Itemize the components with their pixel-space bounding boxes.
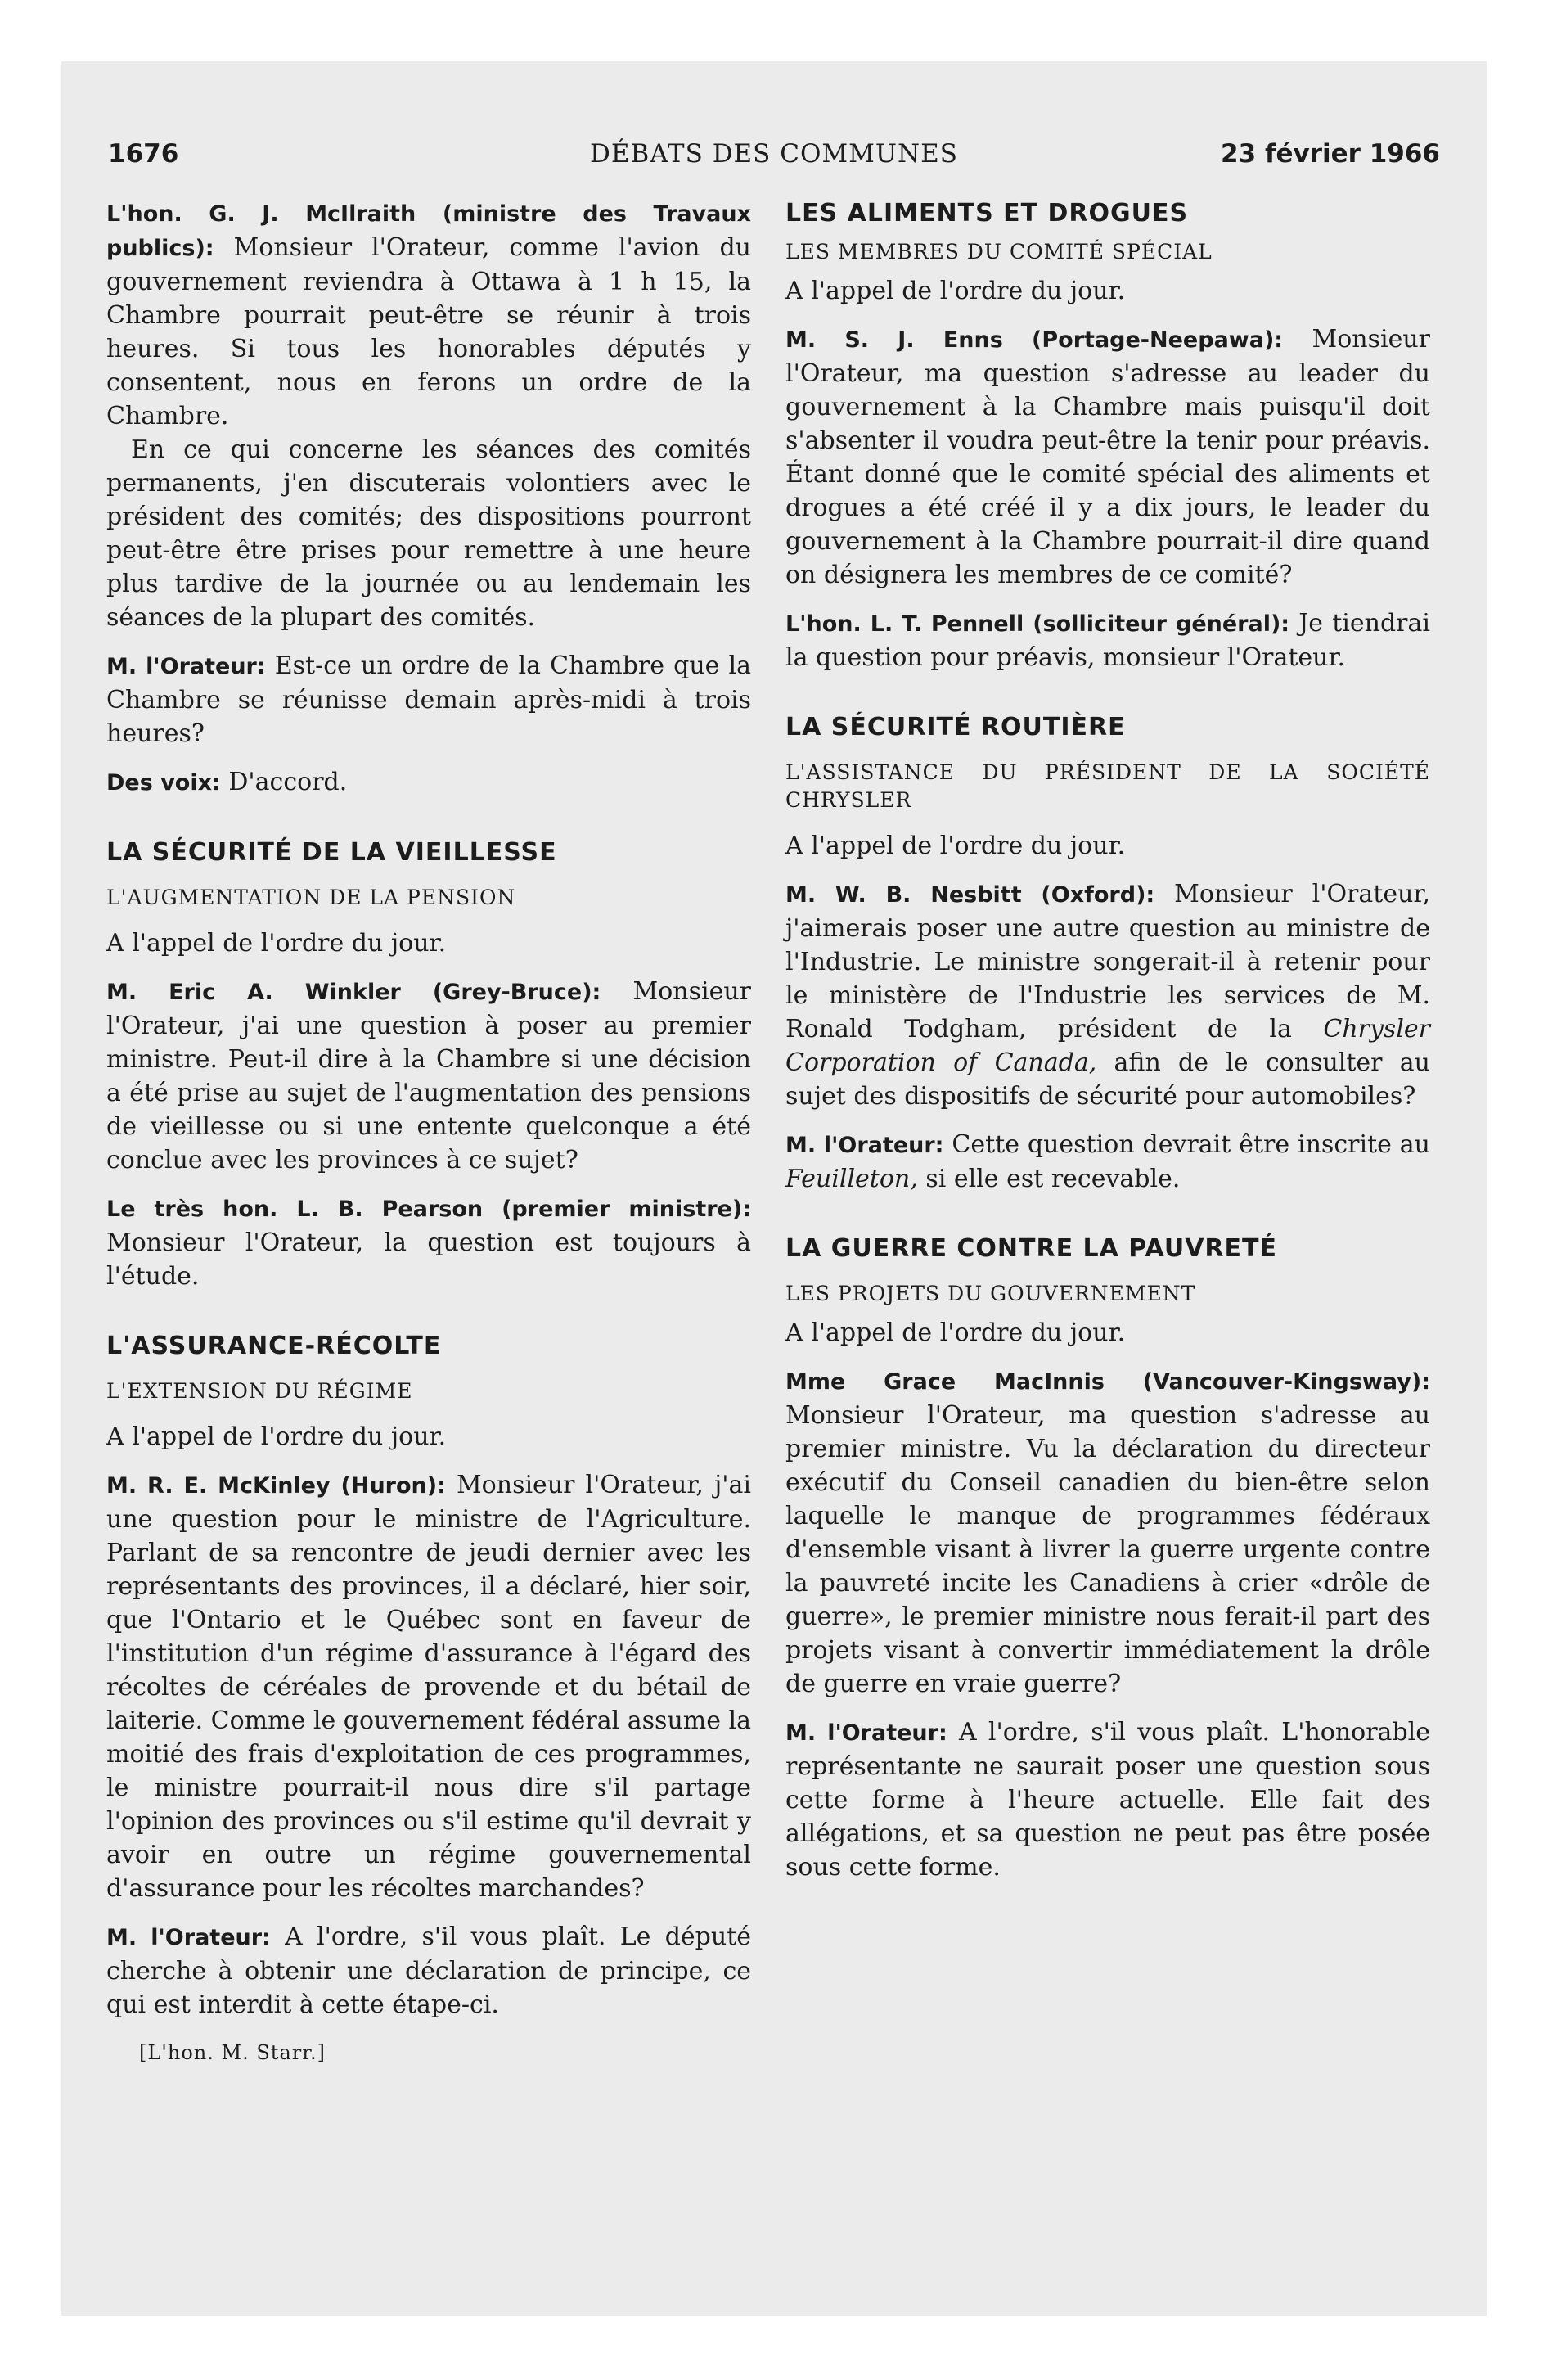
paragraph <box>106 975 751 1177</box>
paragraph-text: A l'ordre, s'il vous plaît. L'honorable représentante ne saurait poser une question sous cette forme à l'heure actuelle. Elle fait des allégations, et sa question ne peut pas être posée sous cette forme. <box>785 1718 1430 1882</box>
paragraph <box>785 1364 1430 1701</box>
speaker: M. Eric A. Winkler (Grey-Bruce): <box>106 980 601 1005</box>
section-subheading: L'EXTENSION DU RÉGIME <box>106 1379 413 1403</box>
paragraph <box>106 1468 751 1905</box>
paragraph <box>106 1192 751 1293</box>
paragraph <box>785 322 1430 592</box>
order-of-day: A l'appel de l'ordre du jour. <box>106 929 447 958</box>
speaker: M. l'Orateur: <box>785 1720 947 1746</box>
speaker: M. l'Orateur: <box>106 654 266 679</box>
paragraph <box>785 1715 1430 1884</box>
section-heading: LA SÉCURITÉ ROUTIÈRE <box>785 713 1126 741</box>
paragraph <box>785 606 1430 674</box>
speaker: L'hon. L. T. Pennell (solliciteur général): <box>785 611 1290 637</box>
order-of-day: A l'appel de l'ordre du jour. <box>785 1318 1126 1347</box>
footnote: [L'hon. M. Starr.] <box>139 2041 326 2064</box>
paragraph-text: Monsieur l'Orateur, comme l'avion du gouvernement reviendra à Ottawa à 1 h 15, la Chambre pourrait peut-être se réunir à trois heures. Si tous les honorables députés y consentent, nous en ferons un ordre de la Chambre. <box>106 233 751 430</box>
section-heading: LES ALIMENTS ET DROGUES <box>785 199 1189 228</box>
section-subheading: LES MEMBRES DU COMITÉ SPÉCIAL <box>785 240 1213 264</box>
paragraph <box>106 433 751 634</box>
paragraph <box>106 1920 751 2022</box>
section-heading: L'ASSURANCE-RÉCOLTE <box>106 1332 442 1360</box>
paragraph-text: Monsieur l'Orateur, j'ai une question à poser au premier ministre. Peut-il dire à la Chambre si une décision a été prise au sujet de l'augmentation des pensions de vieillesse ou si une entente quelconque a été conclue avec les provinces à ce sujet? <box>106 977 751 1174</box>
speaker: L'hon. G. J. McIlraith (ministre des Travaux publics): <box>106 201 751 261</box>
paragraph-text: afin de le consulter au sujet des dispositifs de sécurité pour automobiles? <box>785 1048 1430 1111</box>
order-of-day: A l'appel de l'ordre du jour. <box>785 277 1126 305</box>
paragraph-text: Monsieur l'Orateur, la question est toujours à l'étude. <box>106 1228 751 1291</box>
order-of-day: A l'appel de l'ordre du jour. <box>785 832 1126 860</box>
paragraph-text: Cette question devrait être inscrite au <box>952 1130 1430 1159</box>
publication-title: DÉBATS DES COMMUNES <box>589 139 959 169</box>
paragraph-text: Je tiendrai la question pour préavis, monsieur l'Orateur. <box>785 609 1430 672</box>
paragraph-text: Monsieur l'Orateur, j'aimerais poser une autre question au ministre de l'Industrie. Le ministre songerait-il à retenir pour le ministère de l'Industrie les services de M. Ronald Todgham, président de la <box>785 880 1430 1044</box>
section-heading: LA SÉCURITÉ DE LA VIEILLESSE <box>106 838 557 867</box>
paragraph-text: En ce qui concerne les séances des comités permanents, j'en discuterais volontiers avec le président des comités; des dispositions pourront peut-être être prises pour remettre à une heure plus tardive de la journée ou au lendemain les séances de la plupart des comités. <box>106 435 751 632</box>
paragraph <box>106 765 751 800</box>
paragraph-text: D'accord. <box>228 768 348 796</box>
paragraph <box>785 877 1430 1113</box>
paragraph-text: si elle est recevable. <box>925 1165 1181 1193</box>
speaker: Le très hon. L. B. Pearson (premier ministre): <box>106 1197 751 1222</box>
paragraph-text: Monsieur l'Orateur, j'ai une question pour le ministre de l'Agriculture. Parlant de sa rencontre de jeudi dernier avec les représentants des provinces, il a déclaré, hier soir, que l'Ontario et le Québec sont en faveur de l'institution d'un régime d'assurance à l'égard des récoltes de céréales de provende et du bétail de laiterie. Comme le gouvernement fédéral assume la moitié des frais d'exploitation de ces programmes, le ministre pourrait-il nous dire s'il partage l'opinion des provinces ou s'il estime qu'il devrait y avoir en outre un régime gouvernemental d'assurance pour les récoltes marchandes? <box>106 1471 752 1903</box>
page-number: 1676 <box>108 139 179 169</box>
speaker: M. l'Orateur: <box>785 1133 944 1158</box>
running-header <box>108 139 1440 180</box>
section-heading: LA GUERRE CONTRE LA PAUVRETÉ <box>785 1234 1277 1263</box>
speaker: Mme Grace MacInnis (Vancouver-Kingsway): <box>785 1369 1430 1395</box>
section-subheading: L'AUGMENTATION DE LA PENSION <box>106 886 516 909</box>
paragraph <box>106 649 751 751</box>
speaker: M. W. B. Nesbitt (Oxford): <box>785 882 1155 908</box>
page-date: 23 février 1966 <box>1221 139 1440 169</box>
speaker: Des voix: <box>106 770 221 796</box>
italic-text: Feuilleton, <box>785 1165 918 1193</box>
order-of-day: A l'appel de l'ordre du jour. <box>106 1422 447 1451</box>
speaker: M. S. J. Enns (Portage-Neepawa): <box>785 327 1284 353</box>
paragraph-text: Monsieur l'Orateur, ma question s'adresse au leader du gouvernement à la Chambre mais puisqu'il doit s'absenter il voudra peut-être la tenir pour préavis. Étant donné que le comité spécial des aliments et drogues a été créé il y a dix jours, le leader du gouvernement à la Chambre pourrait-il dire quand on désignera les membres de ce comité? <box>785 325 1430 589</box>
speaker: M. l'Orateur: <box>106 1925 271 1950</box>
section-subheading: L'ASSISTANCE DU PRÉSIDENT DE LA SOCIÉTÉ CHRYSLER <box>785 760 1430 812</box>
speaker: M. R. E. McKinley (Huron): <box>106 1473 446 1499</box>
section-subheading: LES PROJETS DU GOUVERNEMENT <box>785 1282 1196 1305</box>
paragraph-text: Monsieur l'Orateur, ma question s'adresse au premier ministre. Vu la déclaration du directeur exécutif du Conseil canadien du bien-être selon laquelle le manque de programmes fédéraux d'ensemble visant à livrer la guerre urgente contre la pauvreté incite les Canadiens à crier «drôle de guerre», le premier ministre nous ferait-il part des projets visant à convertir immédiatement la drôle de guerre en vraie guerre? <box>785 1401 1430 1698</box>
left-column <box>106 196 751 2070</box>
right-column <box>785 196 1430 1884</box>
italic-text: Chrysler Corporation of Canada, <box>785 1015 1431 1077</box>
paragraph-text: Est-ce un ordre de la Chambre que la Chambre se réunisse demain après-midi à trois heures? <box>106 651 751 748</box>
paragraph-text: A l'ordre, s'il vous plaît. Le député cherche à obtenir une déclaration de principe, ce qui est interdit à cette étape-ci. <box>106 1922 751 2019</box>
paragraph <box>785 1128 1430 1196</box>
paragraph <box>106 196 751 433</box>
